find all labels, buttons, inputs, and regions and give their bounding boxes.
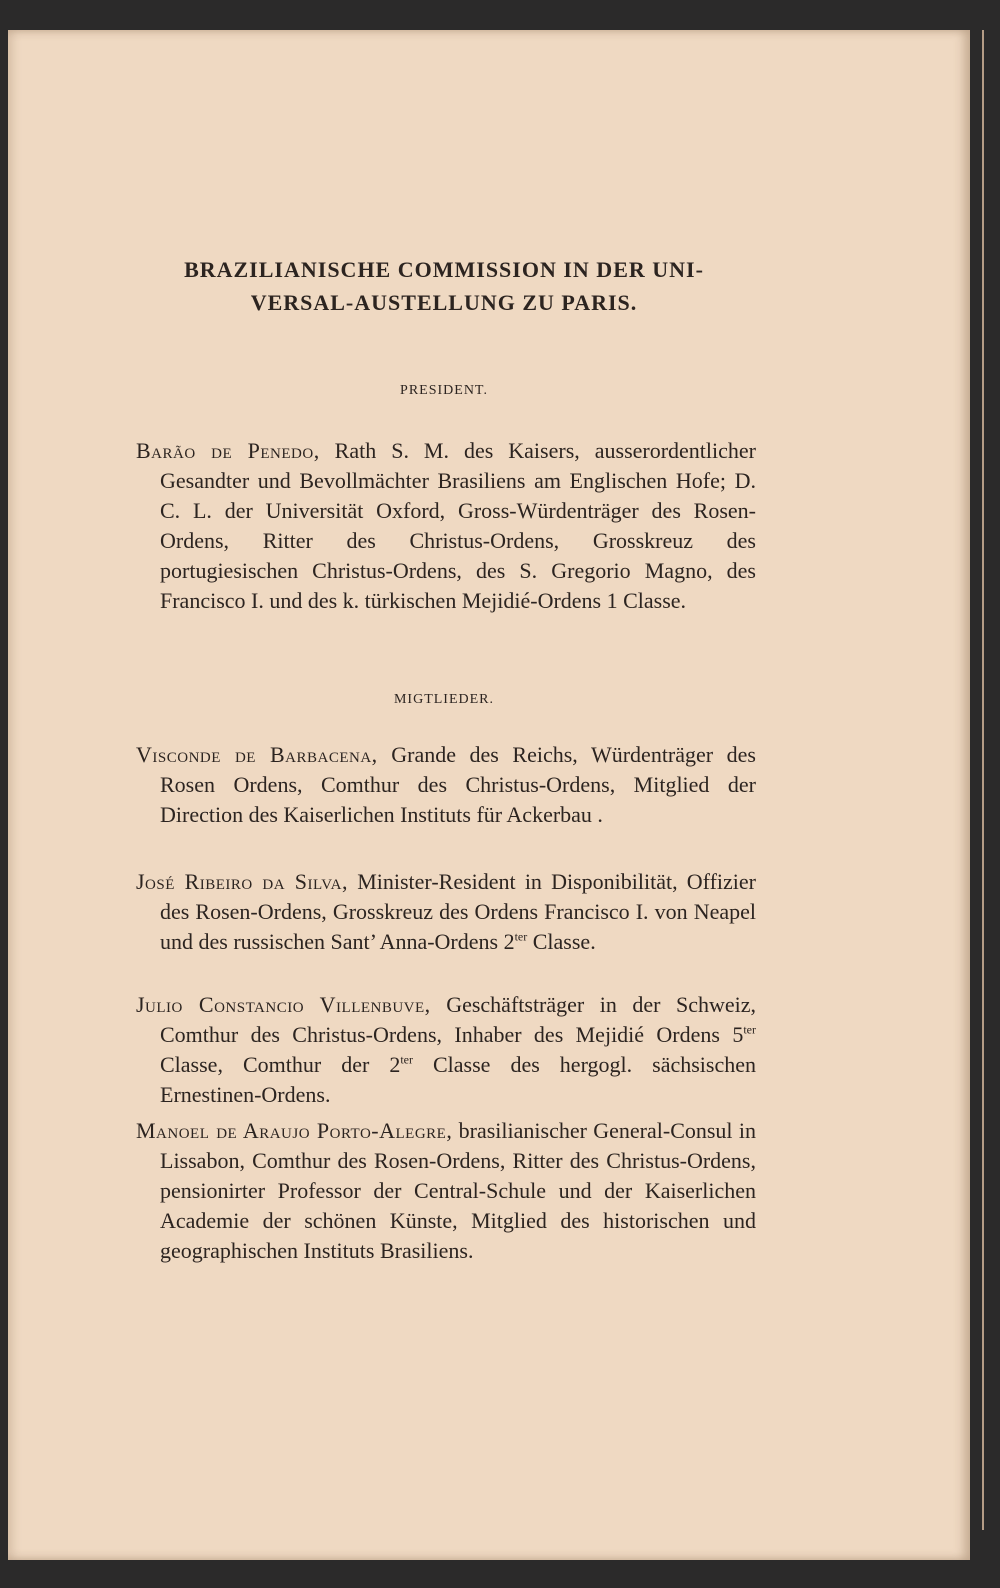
member-name: Julio Constancio Villenbuve, [136, 992, 431, 1017]
member-name: Manoel de Araujo Porto-Alegre, [136, 1118, 453, 1143]
member-text: Classe, Comthur der 2 [160, 1052, 401, 1077]
member-entry-4 [136, 1116, 756, 1266]
member-text: Grande des Reichs, Würdenträger des Rosen Ordens, Comthur des Christus-Ordens, Mitglied der Direction des Kaiserlichen Instituts für Ackerbau . [160, 742, 756, 827]
member-entry-1 [136, 740, 756, 830]
member-text: Classe des hergogl. sächsischen Ernestinen-Ordens. [160, 1052, 756, 1107]
president-entry [136, 436, 756, 616]
member-text: Geschäftsträger in der Schweiz, Comthur des Christus-Ordens, Inhaber des Mejidié Ordens 5 [160, 992, 756, 1047]
member-text: Minister-Resident in Disponibilität, Offizier des Rosen-Ordens, Grosskreuz des Ordens Francisco I. von Neapel und des russischen Sant’ Anna-Ordens 2 [160, 869, 757, 954]
member-name: Visconde de Barbacena, [136, 742, 378, 767]
president-name: Barão de Penedo, [136, 438, 320, 463]
superscript: ter [743, 1022, 756, 1037]
page-title [136, 253, 752, 319]
title-line-1: BRAZILIANISCHE COMMISSION IN DER UNI- [184, 257, 704, 282]
member-name: José Ribeiro da Silva, [136, 869, 349, 894]
superscript: ter [514, 929, 528, 944]
superscript: ter [400, 1052, 413, 1067]
title-line-2: VERSAL-AUSTELLUNG ZU PARIS. [250, 290, 638, 315]
president-heading: PRESIDENT. [400, 383, 488, 398]
member-text: Classe. [527, 929, 596, 954]
member-entry-2 [136, 867, 756, 957]
page-edge [982, 30, 984, 1530]
members-heading: MIGTLIEDER. [393, 692, 495, 707]
president-text: Rath S. M. des Kaisers, ausserordentlicher Gesandter und Bevollmächter Brasiliens am Englischen Hofe; D. C. L. der Universität Oxford, Gross-Würdenträger des Rosen-Ordens, Ritter des Christus-Ordens, Grosskreuz des portugiesischen Christus-Ordens, des S. Gregorio Magno, des Francisco I. und des k. türkischen Mejidié-Ordens 1 Classe. [160, 438, 756, 613]
member-text: brasilianischer General-Consul in Lissabon, Comthur des Rosen-Ordens, Ritter des Christus-Ordens, pensionirter Professor der Central-Schule und der Kaiserlichen Academie der schönen Künste, Mitglied des historischen und geographischen Instituts Brasiliens. [160, 1118, 756, 1263]
member-entry-3 [136, 990, 756, 1110]
